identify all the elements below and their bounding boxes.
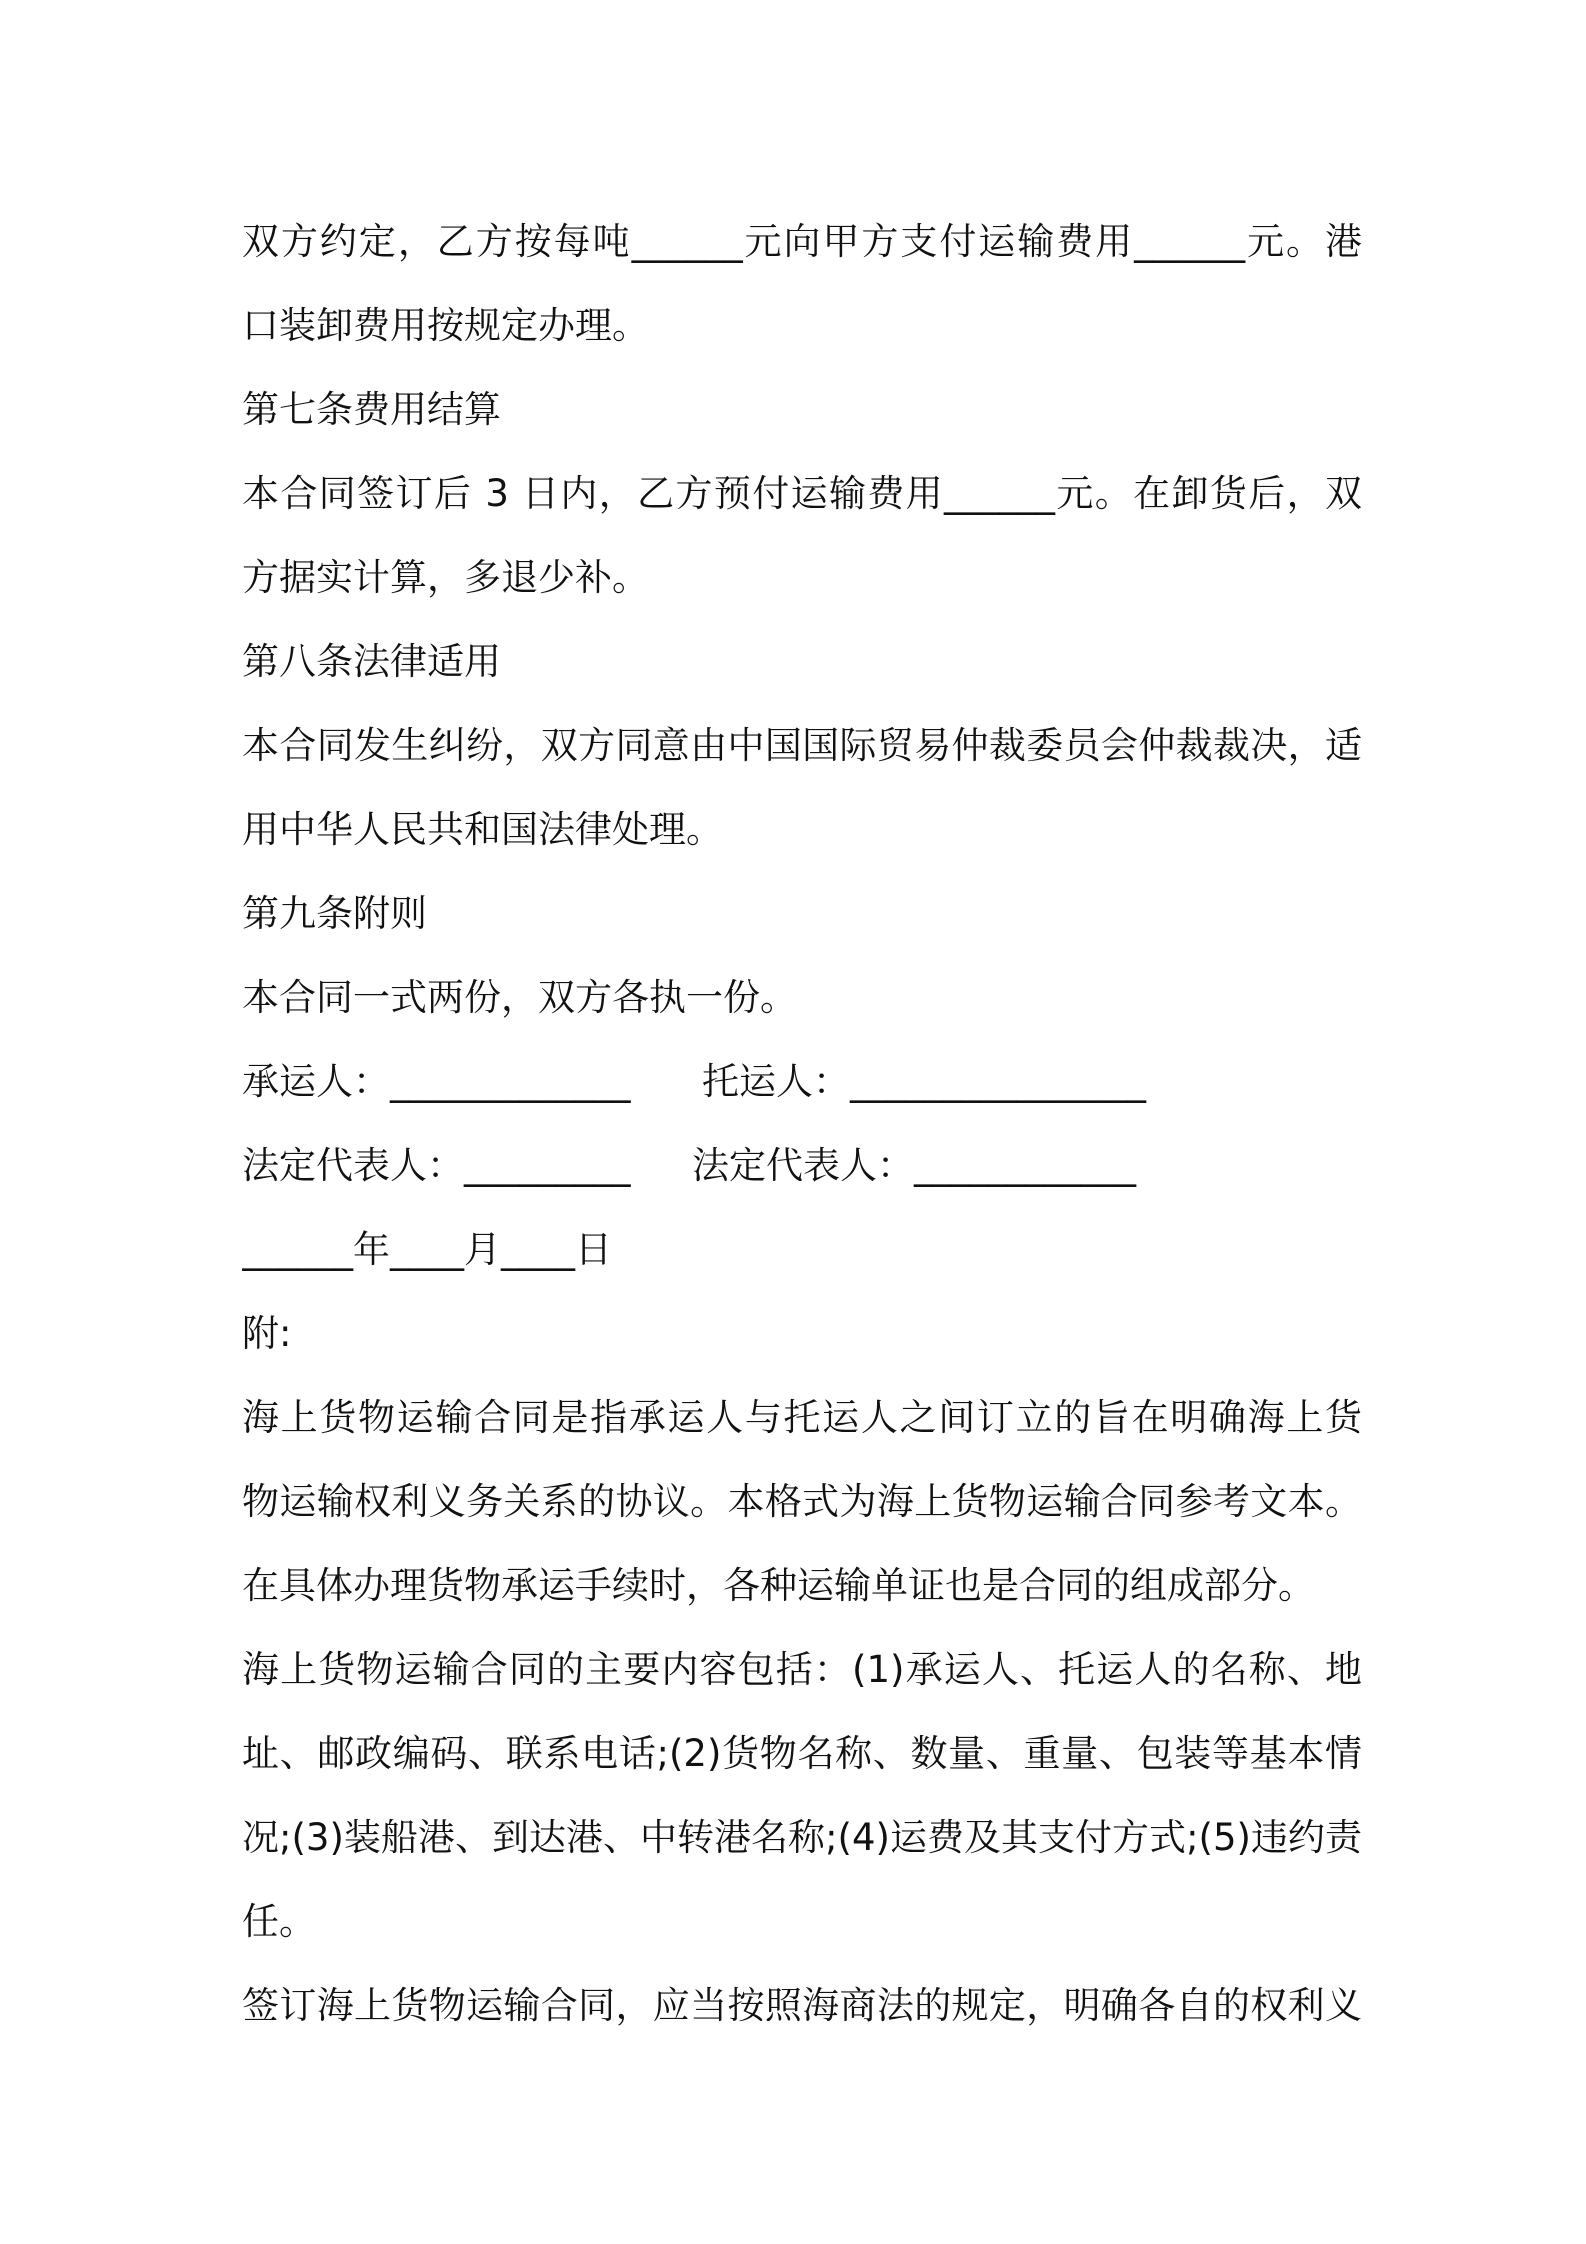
appendix-title: 附: <box>242 1312 292 1355</box>
article-heading: 第八条法律适用 <box>242 640 501 683</box>
signature-row-parties <box>242 1040 1362 1124</box>
paragraph-line: 用中华人民共和国法律处理。 <box>242 808 723 851</box>
appendix-line: 物运输权利义务关系的协议。本格式为海上货物运输合同参考文本。 <box>242 1480 1362 1523</box>
paragraph-line: 本合同发生纠纷，双方同意由中国国际贸易仲裁委员会仲裁裁决，适 <box>242 724 1362 767</box>
shipper-signature: 托运人：________________ <box>702 1060 1146 1103</box>
appendix-line: 签订海上货物运输合同，应当按照海商法的规定，明确各自的权利义 <box>242 1984 1362 2027</box>
appendix-line: 址、邮政编码、联系电话;(2)货物名称、数量、重量、包装等基本情 <box>242 1732 1362 1775</box>
shipper-representative: 法定代表人：____________ <box>692 1144 1136 1187</box>
article-heading: 第九条附则 <box>242 892 427 935</box>
carrier-signature: 承运人：_____________ <box>242 1060 631 1103</box>
article-heading: 第七条费用结算 <box>242 388 501 431</box>
appendix-line: 海上货物运输合同是指承运人与托运人之间订立的旨在明确海上货 <box>242 1396 1362 1439</box>
appendix-line: 况;(3)装船港、到达港、中转港名称;(4)运费及其支付方式;(5)违约责 <box>242 1816 1362 1859</box>
paragraph-line: 本合同签订后 3 日内，乙方预付运输费用______元。在卸货后，双 <box>242 472 1362 515</box>
signature-row-representatives <box>242 1124 1362 1208</box>
carrier-representative: 法定代表人：_________ <box>242 1144 631 1187</box>
signature-date: ______年____月____日 <box>242 1228 612 1271</box>
paragraph-line: 口装卸费用按规定办理。 <box>242 304 649 347</box>
paragraph-line: 方据实计算，多退少补。 <box>242 556 649 599</box>
appendix-line: 任。 <box>242 1900 316 1943</box>
paragraph-line: 双方约定，乙方按每吨______元向甲方支付运输费用______元。港 <box>242 220 1362 263</box>
appendix-line: 海上货物运输合同的主要内容包括：(1)承运人、托运人的名称、地 <box>242 1648 1362 1691</box>
document-page <box>242 200 1362 2048</box>
paragraph-line: 本合同一式两份，双方各执一份。 <box>242 976 797 1019</box>
appendix-line: 在具体办理货物承运手续时，各种运输单证也是合同的组成部分。 <box>242 1564 1315 1607</box>
